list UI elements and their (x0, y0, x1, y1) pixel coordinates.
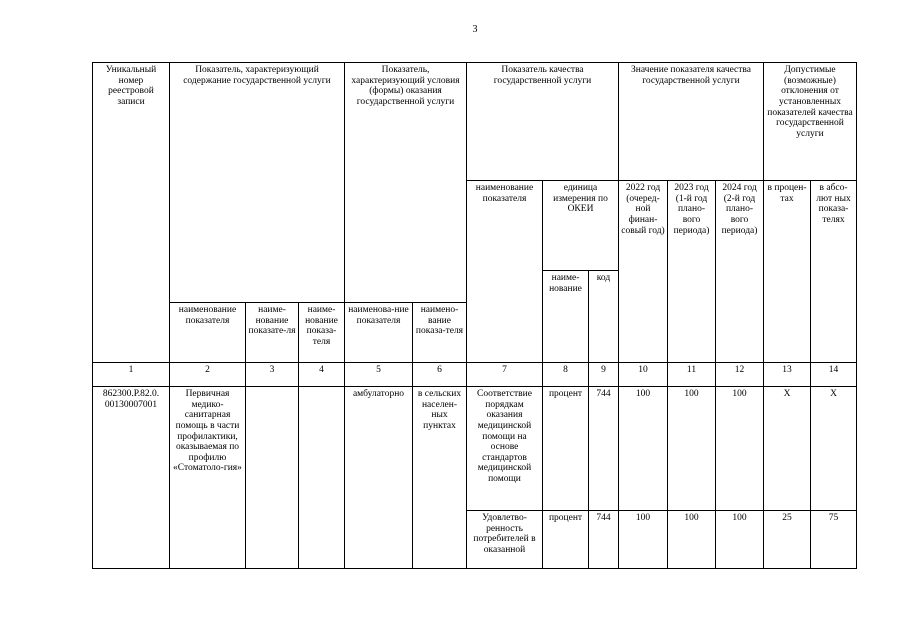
header-col-6: наимено-вание показа-теля (413, 303, 467, 363)
col-number: 8 (543, 363, 589, 387)
header-year-2023: 2023 год (1-й год плано-вого периода) (668, 181, 716, 363)
unit-name: процент (543, 511, 589, 569)
value-2024: 100 (716, 511, 764, 569)
col-number: 14 (811, 363, 857, 387)
record-id: 862300.Р.82.0. 00130007001 (93, 387, 170, 569)
header-conditions-group: Показатель, характеризующий условия (формы) оказания государственной услуги (345, 63, 467, 303)
deviation-percent: Х (764, 387, 811, 511)
header-okei-unit: единица измерения по ОКЕИ (543, 181, 619, 271)
col-number: 10 (619, 363, 668, 387)
header-value-group: Значение показателя качества государственной услуги (619, 63, 764, 181)
header-okei-code: код (589, 271, 619, 363)
col-number: 11 (668, 363, 716, 387)
unit-name: процент (543, 387, 589, 511)
header-quality-group: Показатель качества государственной услуги (467, 63, 619, 181)
value-2022: 100 (619, 387, 668, 511)
header-col-3: наиме-нование показате-ля (246, 303, 299, 363)
empty-cell (299, 387, 345, 569)
service-place: в сельских населен-ных пунктах (413, 387, 467, 569)
col-number: 12 (716, 363, 764, 387)
header-year-2024: 2024 год (2-й год плано-вого периода) (716, 181, 764, 363)
deviation-absolute: Х (811, 387, 857, 511)
service-name: Первичная медико-санитарная помощь в части профилактики, оказываемая по профилю «Стоматоло-гия» (170, 387, 246, 569)
header-okei-name: наиме-нование (543, 271, 589, 363)
value-2022: 100 (619, 511, 668, 569)
col-number: 6 (413, 363, 467, 387)
value-2023: 100 (668, 387, 716, 511)
header-year-2022: 2022 год (очеред-ной финан-совый год) (619, 181, 668, 363)
header-record-id: Уникальный номер реестровой записи (93, 63, 170, 363)
header-col-5: наименова-ние показателя (345, 303, 413, 363)
unit-code: 744 (589, 387, 619, 511)
indicator-name: Соответствие порядкам оказания медицинской помощи на основе стандартов медицинской помощи (467, 387, 543, 511)
value-2023: 100 (668, 511, 716, 569)
header-content-group: Показатель, характеризующий содержание государственной услуги (170, 63, 345, 303)
empty-cell (246, 387, 299, 569)
header-deviation-absolute: в абсо-лют ных показа-телях (811, 181, 857, 363)
quality-indicators-table (92, 62, 857, 569)
col-number: 2 (170, 363, 246, 387)
col-number: 1 (93, 363, 170, 387)
deviation-absolute: 75 (811, 511, 857, 569)
col-number: 9 (589, 363, 619, 387)
page-number: 3 (472, 24, 478, 35)
indicator-name: Удовлетво-ренность потребителей в оказанной (467, 511, 543, 569)
header-indicator-name: наименование показателя (467, 181, 543, 363)
header-deviation-group: Допустимые (возможные) отклонения от установленных показателей качества государственной услуги (764, 63, 857, 181)
col-number: 13 (764, 363, 811, 387)
column-number-row (93, 363, 857, 387)
col-number: 3 (246, 363, 299, 387)
col-number: 7 (467, 363, 543, 387)
header-col-2: наименование показателя (170, 303, 246, 363)
table-row (93, 387, 857, 511)
service-form: амбулаторно (345, 387, 413, 569)
col-number: 5 (345, 363, 413, 387)
deviation-percent: 25 (764, 511, 811, 569)
header-deviation-percent: в процен-тах (764, 181, 811, 363)
col-number: 4 (299, 363, 345, 387)
unit-code: 744 (589, 511, 619, 569)
header-col-4: наиме-нование показа-теля (299, 303, 345, 363)
value-2024: 100 (716, 387, 764, 511)
